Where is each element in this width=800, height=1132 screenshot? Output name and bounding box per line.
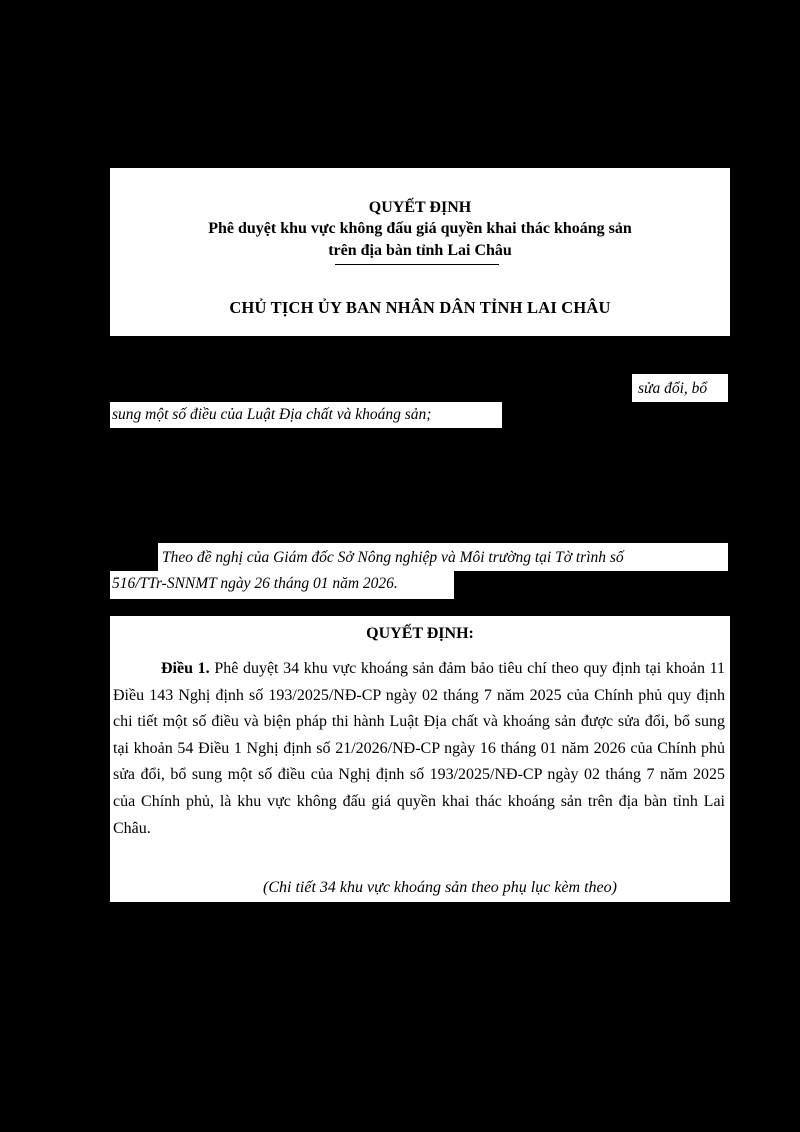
legal-basis-fragment-1b	[110, 402, 502, 428]
proposal-text-a: Theo đề nghị của Giám đốc Sở Nông nghiệp và Môi trường tại Tờ trình số	[162, 549, 624, 566]
proposal-text-b: 516/TTr-SNNMT ngày 26 tháng 01 năm 2026.	[112, 575, 398, 592]
document-title: QUYẾT ĐỊNH	[368, 199, 472, 216]
title-underline	[335, 264, 499, 265]
legal-basis-fragment-1a	[632, 374, 728, 402]
appendix-note: (Chi tiết 34 khu vực khoáng sản theo phụ lục kèm theo)	[263, 879, 617, 896]
issuer-title: CHỦ TỊCH ỦY BAN NHÂN DÂN TỈNH LAI CHÂU	[229, 298, 611, 317]
header-box	[110, 168, 730, 336]
decision-box	[110, 616, 730, 902]
article-1-text: Phê duyệt 34 khu vực khoáng sản đảm bảo tiêu chí theo quy định tại khoản 11 Điều 143 Nghị định số 193/2025/NĐ-CP ngày 02 tháng 7 năm 2025 của Chính phủ quy định chi tiết một số điều và biện pháp thi hành Luật Địa chất và khoáng sản được sửa đổi, bổ sung tại khoản 54 Điều 1 Nghị định số 21/2026/NĐ-CP ngày 16 tháng 01 năm 2026 của Chính phủ sửa đổi, bổ sung một số điều của Nghị định số 193/2025/NĐ-CP ngày 02 tháng 7 năm 2025 của Chính phủ, là khu vực không đấu giá quyền khai thác khoáng sản trên địa bàn tỉnh Lai Châu.	[113, 660, 726, 837]
article-1	[113, 656, 725, 842]
proposal-fragment-b	[110, 571, 454, 599]
document-subtitle-line-1: Phê duyệt khu vực không đấu giá quyền khai thác khoáng sản	[208, 220, 632, 237]
article-1-label: Điều 1.	[161, 660, 210, 677]
legal-basis-text-1a: sửa đổi, bổ	[638, 380, 708, 397]
legal-basis-text-1b: sung một số điều của Luật Địa chất và khoáng sản;	[112, 406, 432, 423]
proposal-fragment-a	[158, 543, 728, 571]
decision-heading: QUYẾT ĐỊNH:	[366, 625, 474, 642]
document-subtitle-line-2: trên địa bàn tỉnh Lai Châu	[328, 242, 512, 259]
